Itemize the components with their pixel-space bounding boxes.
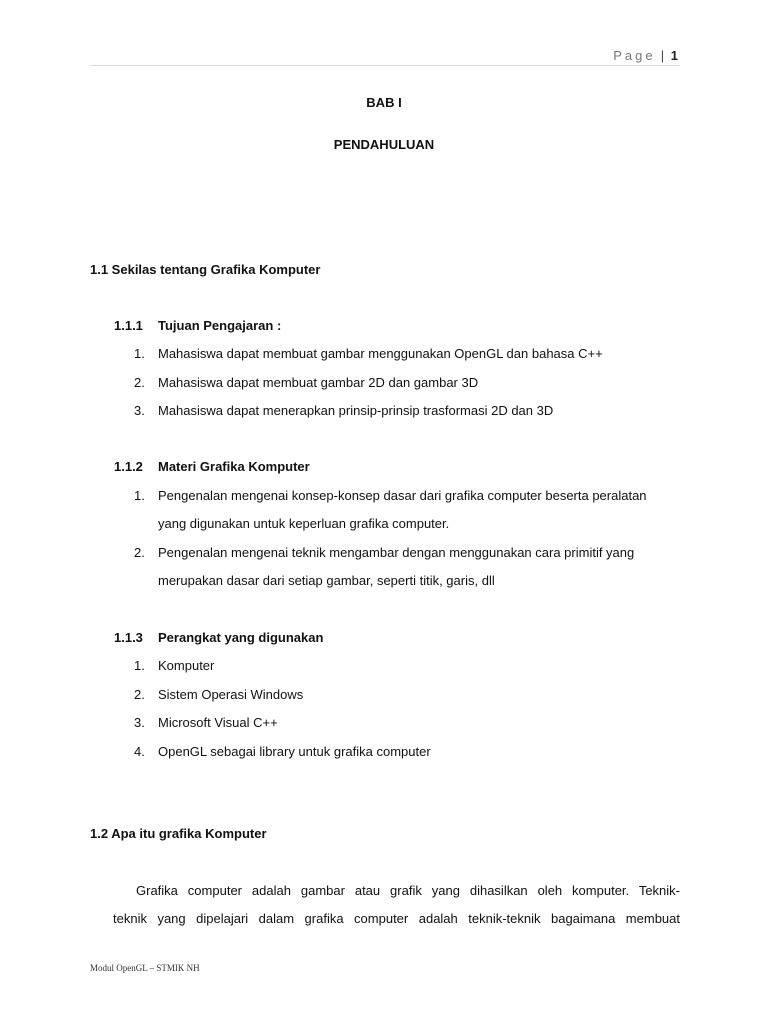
list-marker: 4. xyxy=(134,744,145,759)
page-header xyxy=(90,46,680,66)
list-marker: 2. xyxy=(134,687,145,702)
list-item-text: Mahasiswa dapat membuat gambar 2D dan gambar 3D xyxy=(158,375,479,390)
paragraph-line: Grafika computer adalah gambar atau grafik yang dihasilkan oleh komputer. Teknik- xyxy=(136,883,680,898)
page-number xyxy=(613,48,678,63)
list-marker: 1. xyxy=(134,488,145,503)
list-item-text: Pengenalan mengenai konsep-konsep dasar dari grafika computer beserta peralatan xyxy=(158,488,647,503)
subsection-title: Materi Grafika Komputer xyxy=(158,459,310,474)
subsection-title: Tujuan Pengajaran : xyxy=(158,318,282,333)
list-marker: 1. xyxy=(134,658,145,673)
subsection-heading-1-1-3 xyxy=(114,630,323,645)
list-marker: 3. xyxy=(134,715,145,730)
page-separator: | xyxy=(660,48,665,63)
section-heading-1-1: 1.1 Sekilas tentang Grafika Komputer xyxy=(90,262,321,277)
list-item-text: OpenGL sebagai library untuk grafika computer xyxy=(158,744,431,759)
header-divider xyxy=(90,65,680,66)
list-item-text: Microsoft Visual C++ xyxy=(158,715,278,730)
list-marker: 1. xyxy=(134,346,145,361)
subsection-number: 1.1.3 xyxy=(114,630,143,645)
list-item-text: Komputer xyxy=(158,658,215,673)
paragraph-line: teknik yang dipelajari dalam grafika computer adalah teknik-teknik bagaimana membuat xyxy=(113,911,680,926)
list-item-continuation: merupakan dasar dari setiap gambar, seperti titik, garis, dll xyxy=(158,573,495,588)
page-footer: Modul OpenGL – STMIK NH xyxy=(90,963,200,973)
chapter-title: PENDAHULUAN xyxy=(333,137,435,152)
subsection-title: Perangkat yang digunakan xyxy=(158,630,324,645)
list-item-continuation: yang digunakan untuk keperluan grafika computer. xyxy=(158,516,450,531)
chapter-label: BAB I xyxy=(366,95,402,110)
subsection-heading-1-1-1 xyxy=(114,318,281,333)
list-marker: 2. xyxy=(134,545,145,560)
list-item-text: Mahasiswa dapat membuat gambar menggunakan OpenGL dan bahasa C++ xyxy=(158,346,603,361)
list-marker: 2. xyxy=(134,375,145,390)
list-item-text: Mahasiswa dapat menerapkan prinsip-prinsip trasformasi 2D dan 3D xyxy=(158,403,554,418)
list-item-text: Pengenalan mengenai teknik mengambar dengan menggunakan cara primitif yang xyxy=(158,545,635,560)
list-marker: 3. xyxy=(134,403,145,418)
page-number-value: 1 xyxy=(670,48,678,63)
page-word: Page xyxy=(613,48,656,63)
subsection-number: 1.1.2 xyxy=(114,459,143,474)
list-item-text: Sistem Operasi Windows xyxy=(158,687,304,702)
section-heading-1-2: 1.2 Apa itu grafika Komputer xyxy=(90,826,267,841)
subsection-number: 1.1.1 xyxy=(114,318,143,333)
subsection-heading-1-1-2 xyxy=(114,459,310,474)
